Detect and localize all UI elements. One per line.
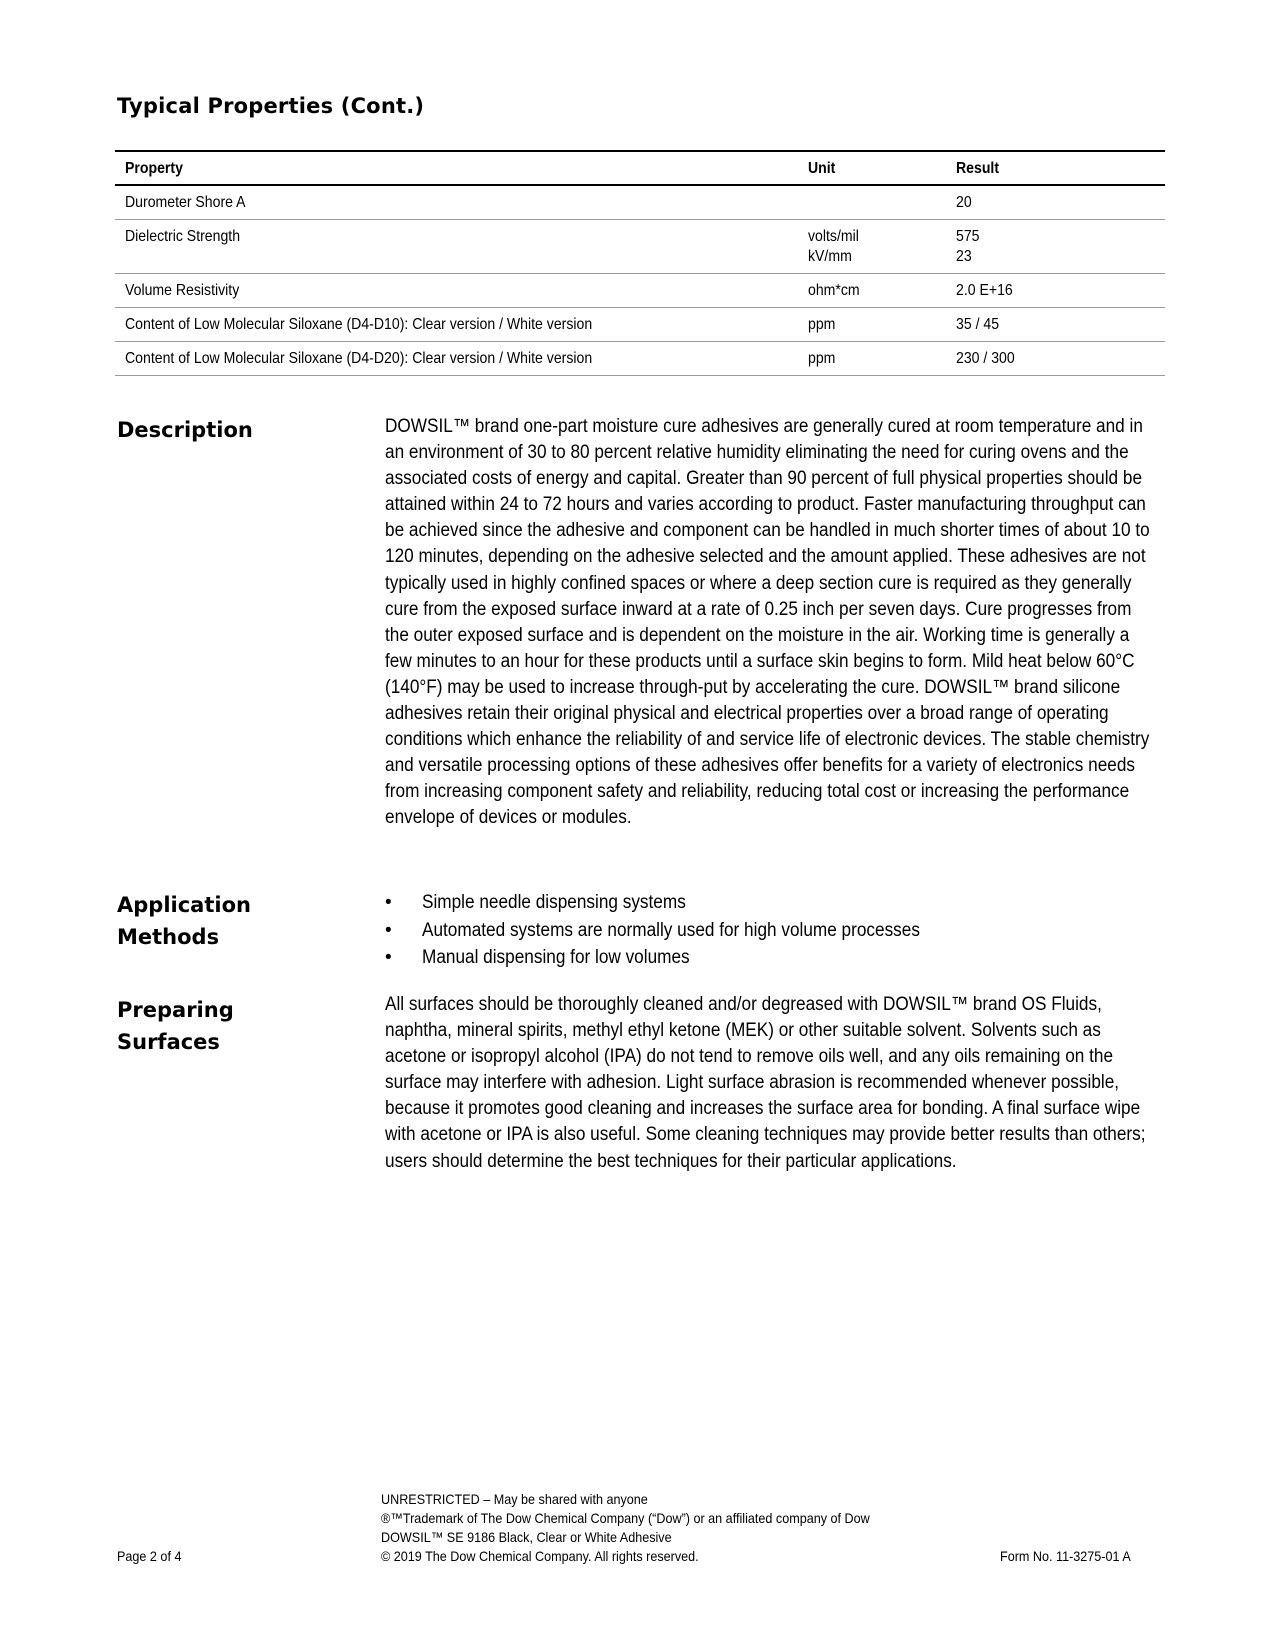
- description-text: DOWSIL™ brand one-part moisture cure adhesives are generally cured at room temperature and in an environment of 30 to 80 percent relative humidity eliminating the need for curing ovens and the associated costs of energy and capital. Greater than 90 percent of full physical properties should be attained within 24 to 72 hours and varies according to product. Faster manufacturing throughput can be achieved since the adhesive and component can be handled in much shorter times of about 10 to 120 minutes, depending on the adhesive selected and the amount applied. These adhesives are not typically used in highly confined spaces or where a deep section cure is required as they generally cure from the exposed surface inward at a rate of 0.25 inch per seven days. Cure progresses from the outer exposed surface and is dependent on the moisture in the air. Working time is generally a few minutes to an hour for these products until a surface skin begins to form. Mild heat below 60°C (140°F) may be used to increase through-put by accelerating the cure. DOWSIL™ brand silicone adhesives retain their original physical and electrical properties over a broad range of operating conditions which enhance the reliability of and service life of electronic devices. The stable chemistry and versatile processing options of these adhesives offer benefits for a variety of electronics needs from increasing component safety and reliability, reducing total cost or increasing the performance envelope of devices or modules.: [385, 416, 1150, 829]
- preparing-surfaces-heading: Preparing Surfaces: [117, 998, 234, 1054]
- unit-cell: ppm: [798, 308, 946, 342]
- property-cell: Content of Low Molecular Siloxane (D4-D20): Clear version / White version: [115, 342, 798, 376]
- list-item: • Manual dispensing for low volumes: [385, 944, 1155, 972]
- table-header-row: [115, 151, 1165, 185]
- page-number: Page 2 of 4: [117, 1548, 182, 1564]
- result-cell: 575 23: [946, 220, 1165, 274]
- application-methods-heading: Application Methods: [117, 893, 251, 949]
- column-header-unit: Unit: [798, 151, 946, 185]
- result-cell: 2.0 E+16: [946, 274, 1165, 308]
- table-row: [115, 342, 1165, 376]
- table-row: [115, 185, 1165, 220]
- column-header-property: Property: [115, 151, 798, 185]
- unit-cell: volts/mil kV/mm: [798, 220, 946, 274]
- footer-copyright: © 2019 The Dow Chemical Company. All rights reserved.: [381, 1548, 699, 1564]
- property-cell: Volume Resistivity: [115, 274, 798, 308]
- result-cell: 230 / 300: [946, 342, 1165, 376]
- footer-trademark-notice: ®™Trademark of The Dow Chemical Company (“Dow”) or an affiliated company of Dow: [381, 1510, 870, 1526]
- property-cell: Content of Low Molecular Siloxane (D4-D10): Clear version / White version: [115, 308, 798, 342]
- table-row: [115, 308, 1165, 342]
- application-methods-list: [385, 889, 1155, 972]
- preparing-surfaces-text: All surfaces should be thoroughly cleaned and/or degreased with DOWSIL™ brand OS Fluids, naphtha, mineral spirits, methyl ethyl ketone (MEK) or other suitable solvent. Solvents such as acetone or isopropyl alcohol (IPA) do not tend to remove oils well, and any oils remaining on the surface may interfere with adhesion. Light surface abrasion is recommended whenever possible, because it promotes good cleaning and increases the surface area for bonding. A final surface wipe with acetone or IPA is also useful. Some cleaning techniques may provide better results than others; users should determine the best techniques for their particular applications.: [385, 994, 1146, 1172]
- description-heading: Description: [117, 418, 253, 442]
- unit-cell: [798, 185, 946, 220]
- footer-legal-block: [381, 1490, 924, 1566]
- description-body: [385, 414, 1155, 832]
- bullet-icon: •: [385, 947, 392, 968]
- list-item: • Automated systems are normally used for high volume processes: [385, 917, 1155, 945]
- list-item: • Simple needle dispensing systems: [385, 889, 1155, 917]
- table-row: [115, 220, 1165, 274]
- typical-properties-table: [115, 150, 1165, 376]
- bullet-icon: •: [385, 892, 392, 913]
- form-number: Form No. 11-3275-01 A: [1000, 1548, 1131, 1564]
- property-cell: Durometer Shore A: [115, 185, 798, 220]
- property-cell: Dielectric Strength: [115, 220, 798, 274]
- bullet-icon: •: [385, 919, 392, 941]
- footer-product-name: DOWSIL™ SE 9186 Black, Clear or White Adhesive: [381, 1529, 672, 1545]
- table-row: [115, 274, 1165, 308]
- unit-cell: ppm: [798, 342, 946, 376]
- column-header-result: Result: [946, 151, 1165, 185]
- page-title: Typical Properties (Cont.): [117, 94, 425, 118]
- preparing-surfaces-body: [385, 992, 1155, 1175]
- footer-restriction-notice: UNRESTRICTED – May be shared with anyone: [381, 1491, 648, 1507]
- result-cell: 20: [946, 185, 1165, 220]
- unit-cell: ohm*cm: [798, 274, 946, 308]
- result-cell: 35 / 45: [946, 308, 1165, 342]
